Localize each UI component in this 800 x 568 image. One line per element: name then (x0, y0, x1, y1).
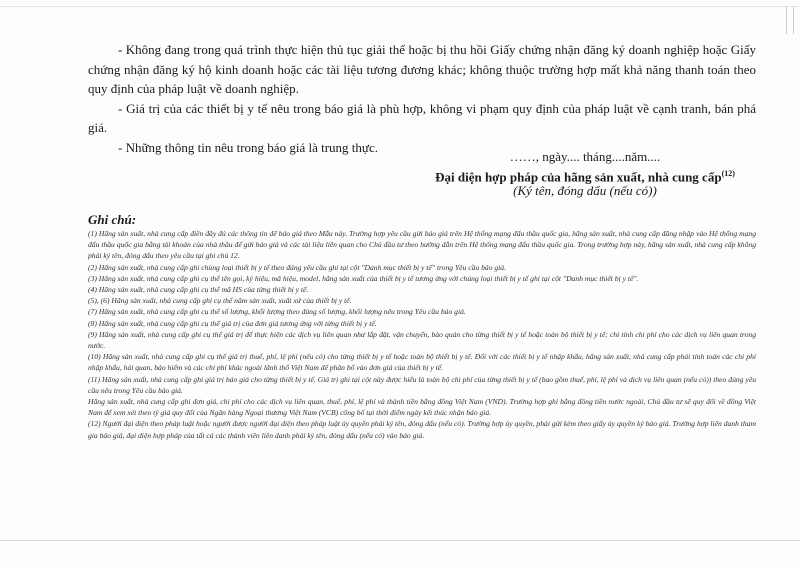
page-top-edge (0, 6, 800, 7)
signature-title-text: Đại diện hợp pháp của hãng sản xuất, nhà cung cấp (435, 169, 722, 185)
note-item: (8) Hãng sản xuất, nhà cung cấp ghi cụ thể giá trị của đơn giá tương ứng với từng thiết bị y tế. (88, 318, 377, 328)
note-item: (12) Người đại diện theo pháp luật hoặc người được người đại diện theo pháp luật ủy quyền phải ký tên, đóng dấu (nếu có). Trường hợp ủy quyền, phải gửi kèm theo giấy ủy quyền ký báo giá. Trường hợp liên danh tham gia báo giá, đại diện hợp pháp của tất cả các thành viên liên danh phải ký tên, đóng dấu (nếu có) vào báo giá. (88, 419, 756, 440)
notes-heading: Ghi chú: (88, 212, 137, 227)
note-item: (7) Hãng sản xuất, nhà cung cấp ghi cụ thể số lượng, khối lượng theo đúng số lượng, khối lượng nêu trong Yêu cầu báo giá. (88, 307, 466, 317)
signature-footnote-ref: (12) (721, 169, 735, 178)
commitment-paragraph: - Không đang trong quá trình thực hiện thủ tục giải thể hoặc bị thu hồi Giấy chứng nhận đăng ký doanh nghiệp hoặc Giấy chứng nhận đăng ký hộ kinh doanh hoặc các tài liệu tương đương khác; không thuộc trường hợp mất khả năng thanh toán theo quy định của pháp luật về doanh nghiệp. (88, 42, 756, 96)
signature-date-line: ……, ngày.... tháng....năm.... (509, 149, 661, 164)
note-item: (1) Hãng sản xuất, nhà cung cấp điền đầy đủ các thông tin để báo giá theo Mẫu này. Trường hợp yêu cầu gửi báo giá trên Hệ thống mạng đấu thầu quốc gia, hãng sản xuất, nhà cung cấp đăng nhập vào Hệ thống mạng đấu thầu quốc gia bằng tài khoản của nhà thầu để gửi báo giá và các tài liệu liên quan cho Chủ đầu tư theo hướng dẫn trên Hệ thống mạng đấu thầu quốc gia. Trong trường hợp này, hãng sản xuất, nhà cung cấp không phải ký tên, đóng dấu theo yêu cầu tại ghi chú 12. (88, 229, 756, 261)
note-item: Hãng sản xuất, nhà cung cấp ghi đơn giá, chi phí cho các dịch vụ liên quan, thuế, phí, lệ phí và thành tiền bằng đồng Việt Nam (VND). Trường hợp ghi bằng đồng tiền nước ngoài, Chủ đầu tư sẽ quy đổi về đồng Việt Nam để xem xét theo tỷ giá quy đổi của Ngân hàng Ngoại thương Việt Nam (VCB) công bố tại thời điểm ngày kết thúc nhận báo giá. (88, 397, 756, 418)
note-item: (10) Hãng sản xuất, nhà cung cấp ghi cụ thể giá trị thuế, phí, lệ phí (nếu có) cho từng thiết bị y tế hoặc toàn bộ thiết bị y tế. Đối với các thiết bị y tế nhập khẩu, hãng sản xuất, nhà cung cấp phải tính toán các chi phí nhập khẩu, hải quan, bảo hiểm và các chi phí khác ngoài lãnh thổ Việt Nam để phân bổ vào đơn giá của thiết bị y tế. (88, 352, 756, 373)
note-item: (2) Hãng sản xuất, nhà cung cấp ghi chủng loại thiết bị y tế theo đúng yêu cầu ghi tại cột "Danh mục thiết bị y tế" trong Yêu cầu báo giá. (88, 262, 506, 272)
scan-edge-mark (786, 6, 794, 34)
note-item: (11) Hãng sản xuất, nhà cung cấp ghi giá trị báo giá cho từng thiết bị y tế. Giá trị ghi tại cột này được hiểu là toàn bộ chi phí của từng thiết bị y tế (bao gồm thuế, phí, lệ phí và dịch vụ liên quan (nếu có)) theo đúng yêu cầu nêu trong Yêu cầu báo giá. (88, 374, 756, 395)
note-item: (4) Hãng sản xuất, nhà cung cấp ghi cụ thể mã HS của từng thiết bị y tế. (88, 285, 309, 295)
note-item: (3) Hãng sản xuất, nhà cung cấp ghi cụ thể tên gọi, ký hiệu, mã hiệu, model, hãng sản xuất của thiết bị y tế tương ứng với chủng loại thiết bị y tế ghi tại cột "Danh mục thiết bị y tế". (88, 273, 639, 283)
commitment-paragraph: - Những thông tin nêu trong báo giá là trung thực. (118, 139, 378, 155)
notes-list (88, 228, 756, 441)
page-bottom-edge (0, 540, 800, 541)
note-item: (5), (6) Hãng sản xuất, nhà cung cấp ghi cụ thể năm sản xuất, xuất xứ của thiết bị y tế. (88, 296, 352, 306)
commitments-section (88, 40, 756, 157)
note-item: (9) Hãng sản xuất, nhà cung cấp ghi cụ thể giá trị để thực hiện các dịch vụ liên quan như lắp đặt, vận chuyển, bảo quản cho từng thiết bị y tế hoặc toàn bộ thiết bị y tế; chi tính chi phí cho các dịch vụ liên quan trong nước. (88, 329, 756, 351)
signature-instruction: (Ký tên, đóng dấu (nếu có)) (513, 183, 657, 198)
commitment-paragraph: - Giá trị của các thiết bị y tế nêu trong báo giá là phù hợp, không vi phạm quy định của pháp luật về cạnh tranh, bán phá giá. (88, 100, 756, 135)
